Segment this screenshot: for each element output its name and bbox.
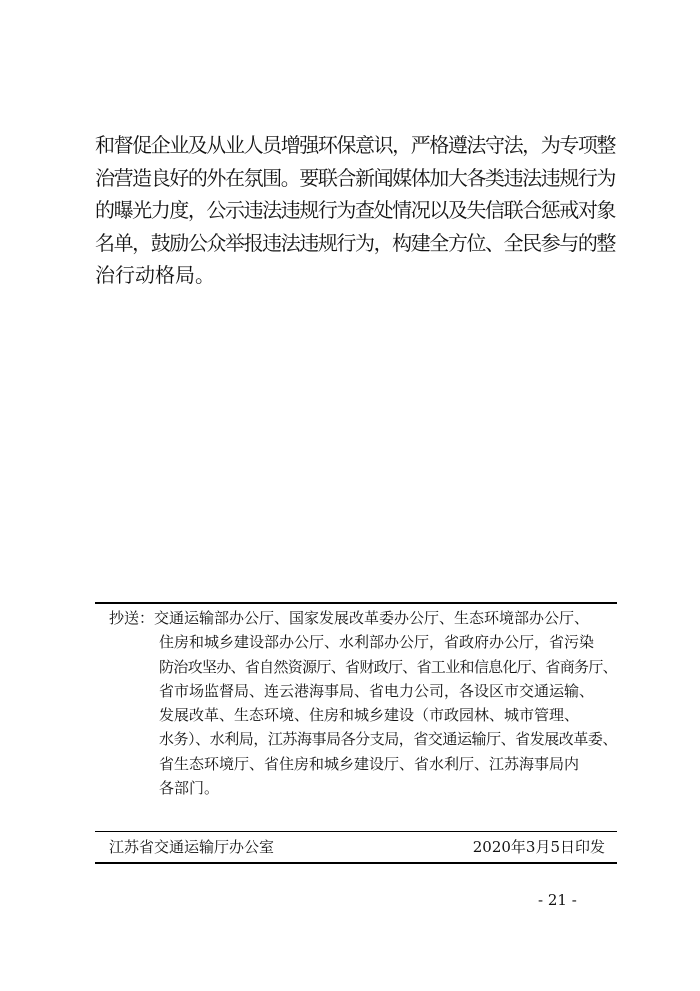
middle-rule-divider (95, 831, 617, 832)
top-rule-divider (95, 602, 617, 604)
body-line: 名单，鼓励公众举报违法违规行为，构建全方位、全民参与的整 (95, 230, 615, 255)
body-line: 的曝光力度，公示违法违规行为查处情况以及失信联合惩戒对象 (95, 198, 615, 222)
cc-list (109, 606, 617, 800)
cc-recipients: 各部门。 (159, 779, 220, 798)
cc-recipients: 水务）、水利局，江苏海事局各分支局，省交通运输厅、省发展改革委、 (159, 730, 617, 749)
cc-recipients: 省生态环境厅、省住房和城乡建设厅、省水利厅、江苏海事局内 (159, 754, 580, 773)
bottom-rule-divider (95, 862, 617, 864)
cc-recipients: 发展改革、生态环境、住房和城乡建设（市政园林、城市管理、 (159, 706, 580, 725)
body-paragraph (95, 129, 615, 292)
cc-recipients: 交通运输部办公厅、国家发展改革委办公厅、生态环境部办公厅、 (154, 609, 590, 627)
issuing-office: 江苏省交通运输厅办公室 (109, 838, 275, 856)
page-number: - 21 - (538, 891, 577, 909)
cc-label: 抄送： (109, 609, 155, 627)
cc-recipients: 住房和城乡建设部办公厅、水利部办公厅，省政府办公厅，省污染 (159, 633, 595, 652)
cc-recipients: 省市场监督局、连云港海事局、省电力公司，各设区市交通运输、 (159, 681, 595, 700)
cc-line-first (109, 606, 617, 630)
body-line: 治行动格局。 (95, 263, 215, 287)
issue-date: 2020年3月5日印发 (472, 838, 605, 856)
cc-recipients: 防治攻坚办、省自然资源厅、省财政厅、省工业和信息化厅、省商务厅、 (159, 657, 617, 676)
body-line: 和督促企业及从业人员增强环保意识，严格遵法守法，为专项整 (95, 133, 615, 157)
body-line: 治营造良好的外在氛围。要联合新闻媒体加大各类违法违规行为 (95, 165, 615, 190)
